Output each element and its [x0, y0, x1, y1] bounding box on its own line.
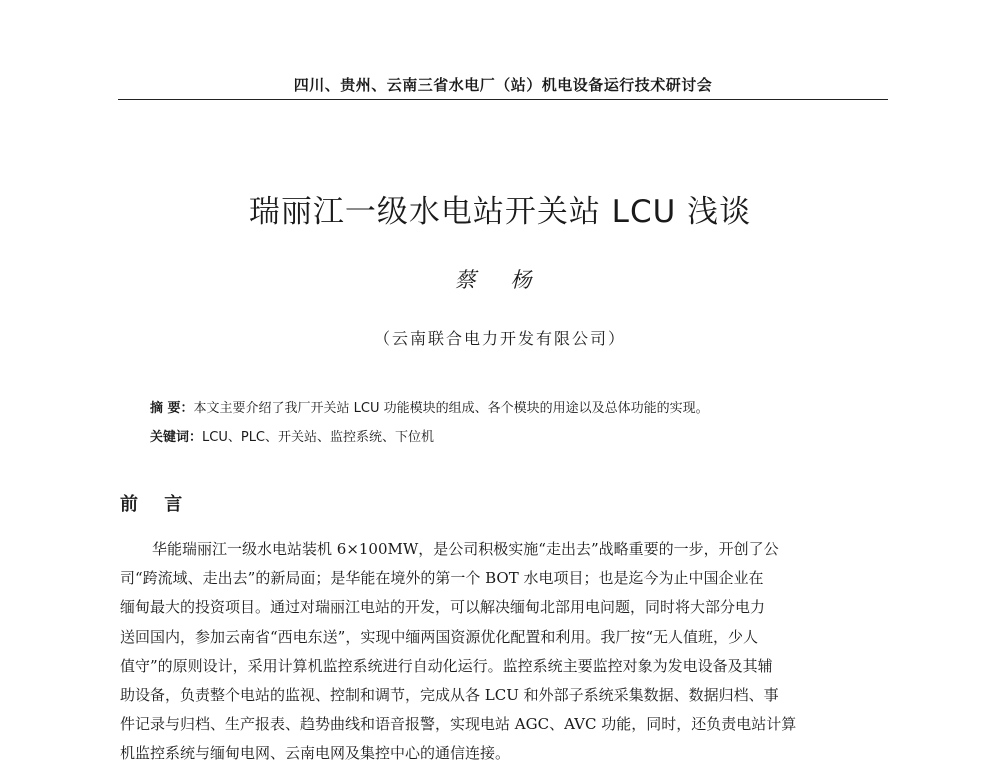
paper-title: 瑞丽江一级水电站开关站 LCU 浅谈 — [248, 194, 752, 230]
abstract-label: 摘 要： — [150, 401, 194, 416]
body-paragraph — [120, 535, 890, 769]
keywords-label: 关键词： — [150, 430, 203, 445]
body-line: 值守”的原则设计，采用计算机监控系统进行自动化运行。监控系统主要监控对象为发电设备及其辅 — [120, 656, 773, 675]
abstract — [150, 397, 870, 416]
body-line: 送回国内，参加云南省“西电东送”，实现中缅两国资源优化配置和利用。我厂按“无人值班，少人 — [120, 627, 759, 646]
body-line: 机监控系统与缅甸电网、云南电网及集控中心的通信连接。 — [120, 744, 511, 763]
abstract-text: 本文主要介绍了我厂开关站 LCU 功能模块的组成、各个模块的用途以及总体功能的实现。 — [193, 401, 709, 416]
paper-author: 蔡 杨 — [454, 268, 546, 292]
keywords — [150, 426, 870, 445]
author-affiliation: （云南联合电力开发有限公司） — [373, 329, 626, 348]
section-heading-preface: 前 言 — [120, 494, 193, 515]
body-line: 司“跨流域、走出去”的新局面；是华能在境外的第一个 BOT 水电项目；也是迄今为止中国企业在 — [120, 569, 764, 588]
body-line: 助设备，负责整个电站的监视、控制和调节，完成从各 LCU 和外部子系统采集数据、数据归档、事 — [120, 686, 779, 705]
body-line: 华能瑞丽江一级水电站装机 6×100MW，是公司积极实施“走出去”战略重要的一步，开创了公 — [152, 540, 779, 558]
keywords-text: LCU、PLC、开关站、监控系统、下位机 — [202, 430, 435, 445]
conference-header: 四川、贵州、云南三省水电厂（站）机电设备运行技术研讨会 — [293, 76, 713, 94]
body-line: 件记录与归档、生产报表、趋势曲线和语音报警，实现电站 AGC、AVC 功能，同时，还负责电站计算 — [120, 715, 797, 734]
header-divider — [118, 99, 888, 100]
body-line: 缅甸最大的投资项目。通过对瑞丽江电站的开发，可以解决缅甸北部用电问题，同时将大部分电力 — [120, 598, 766, 617]
